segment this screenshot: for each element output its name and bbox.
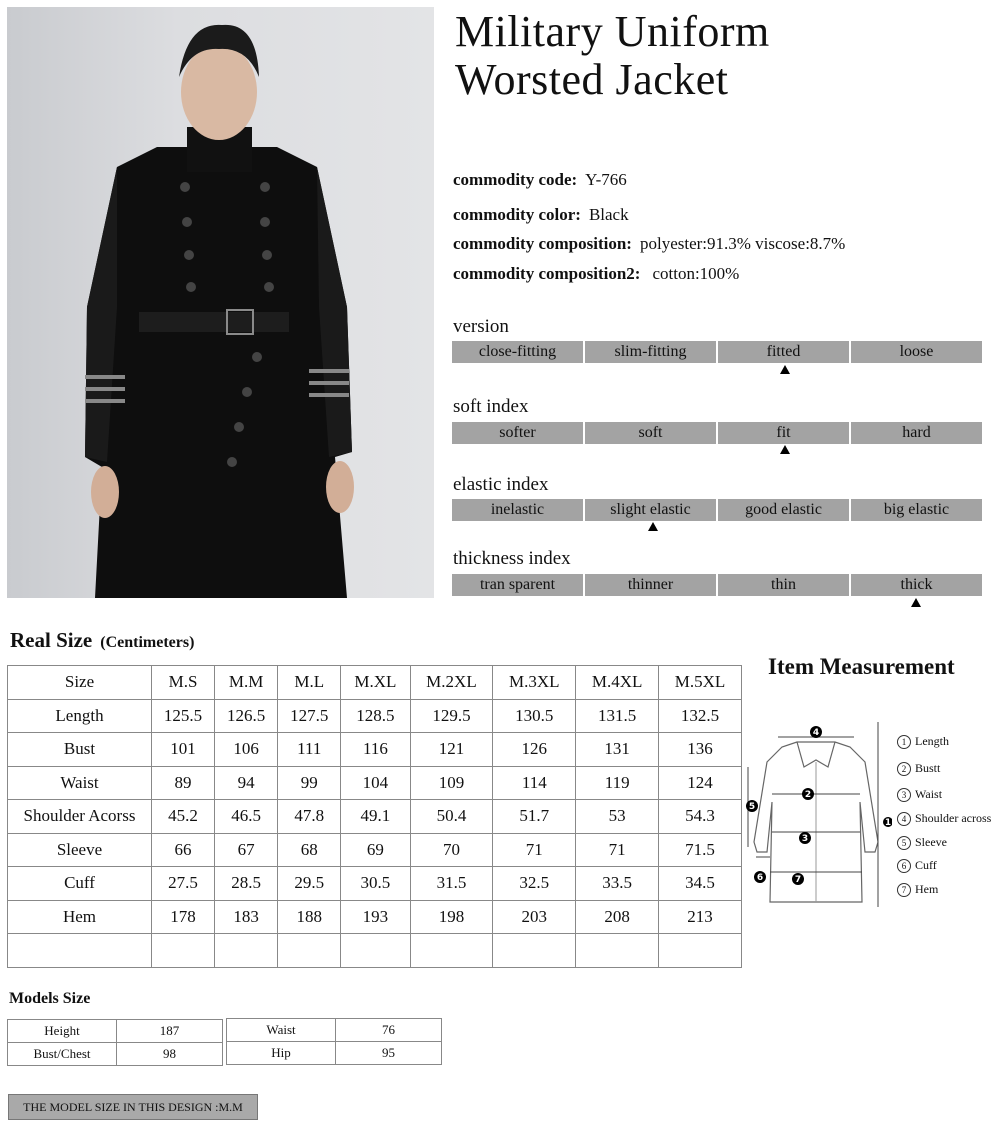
- table-cell: [215, 934, 278, 968]
- legend-label: Bustt: [915, 761, 941, 775]
- soft-index-selected-marker-icon: [780, 445, 790, 454]
- legend-item: [897, 858, 937, 873]
- version-option: slim-fitting: [585, 341, 716, 363]
- table-cell: 131: [576, 733, 659, 767]
- spec-row-composition2: [453, 264, 739, 284]
- model-measure-label: Bust/Chest: [8, 1043, 117, 1066]
- table-cell: 129.5: [410, 699, 493, 733]
- table-cell: 28.5: [215, 867, 278, 901]
- column-header: M.2XL: [410, 666, 493, 700]
- table-cell: 71: [576, 833, 659, 867]
- table-cell: 124: [659, 766, 742, 800]
- diagram-number: 6: [756, 873, 764, 883]
- table-cell: 68: [278, 833, 341, 867]
- table-cell: 54.3: [659, 800, 742, 834]
- version-selected-marker-icon: [780, 365, 790, 374]
- table-cell: 47.8: [278, 800, 341, 834]
- table-row: [8, 800, 742, 834]
- column-header: M.XL: [341, 666, 410, 700]
- table-cell: 178: [152, 900, 215, 934]
- table-cell: 51.7: [493, 800, 576, 834]
- table-cell: [152, 934, 215, 968]
- column-header: M.M: [215, 666, 278, 700]
- item-measurement-title: Item Measurement: [768, 654, 955, 679]
- version-option: close-fitting: [452, 341, 583, 363]
- spec-label: commodity color:: [453, 205, 581, 224]
- table-cell: 69: [341, 833, 410, 867]
- table-row: [8, 900, 742, 934]
- table-cell: 30.5: [341, 867, 410, 901]
- table-cell: 128.5: [341, 699, 410, 733]
- real-size-unit: (Centimeters): [100, 634, 195, 651]
- diagram-number: 4: [812, 728, 820, 738]
- elastic-index-bar: [452, 499, 982, 521]
- table-cell: 27.5: [152, 867, 215, 901]
- spec-value: Black: [588, 205, 629, 224]
- soft-index-label: soft index: [453, 396, 529, 417]
- table-row: [8, 867, 742, 901]
- table-cell: 71: [493, 833, 576, 867]
- version-option: loose: [851, 341, 982, 363]
- models-size-table-right: [226, 1018, 442, 1065]
- legend-label: Shoulder across: [915, 811, 992, 825]
- soft-index-bar: [452, 422, 982, 444]
- table-cell: 111: [278, 733, 341, 767]
- table-row: [8, 934, 742, 968]
- column-header: M.S: [152, 666, 215, 700]
- legend-number: 6: [897, 859, 911, 873]
- diagram-number: 3: [801, 834, 809, 844]
- soft-index-option: softer: [452, 422, 583, 444]
- table-cell: 45.2: [152, 800, 215, 834]
- diagram-number: 1: [884, 818, 892, 828]
- soft-index-option: hard: [851, 422, 982, 444]
- table-cell: 213: [659, 900, 742, 934]
- table-cell: 136: [659, 733, 742, 767]
- table-cell: 33.5: [576, 867, 659, 901]
- product-title-line1: Military Uniform: [455, 7, 770, 56]
- spec-label: commodity composition2:: [453, 264, 641, 283]
- spec-row-color: [453, 205, 629, 225]
- table-cell: 32.5: [493, 867, 576, 901]
- spec-value: cotton:100%: [652, 264, 740, 283]
- row-label: [8, 934, 152, 968]
- legend-number: 1: [897, 735, 911, 749]
- legend-number: 3: [897, 788, 911, 802]
- legend-label: Waist: [915, 787, 943, 801]
- real-size-table: [7, 665, 742, 968]
- thickness-index-option: thin: [718, 574, 849, 596]
- thickness-index-bar: [452, 574, 982, 596]
- table-cell: 101: [152, 733, 215, 767]
- legend-item: [897, 761, 940, 776]
- models-size-title: Models Size: [9, 990, 91, 1007]
- table-row: [8, 833, 742, 867]
- models-size-table-left: [7, 1019, 223, 1066]
- table-row: [8, 766, 742, 800]
- table-cell: 66: [152, 833, 215, 867]
- elastic-index-option: big elastic: [851, 499, 982, 521]
- soft-index-option: soft: [585, 422, 716, 444]
- table-row: [227, 1042, 442, 1065]
- legend-item: [897, 835, 947, 850]
- table-header-row: [8, 666, 742, 700]
- table-cell: 126: [493, 733, 576, 767]
- column-header: M.4XL: [576, 666, 659, 700]
- table-cell: [576, 934, 659, 968]
- table-row: [8, 699, 742, 733]
- legend-label: Length: [915, 734, 949, 748]
- spec-value: Y-766: [585, 170, 627, 189]
- thickness-index-selected-marker-icon: [911, 598, 921, 607]
- legend-item: [897, 882, 938, 897]
- column-header: Size: [8, 666, 152, 700]
- table-cell: 193: [341, 900, 410, 934]
- table-cell: 126.5: [215, 699, 278, 733]
- version-option: fitted: [718, 341, 849, 363]
- legend-number: 2: [897, 762, 911, 776]
- legend-number: 7: [897, 883, 911, 897]
- row-label: Length: [8, 699, 152, 733]
- spec-label: commodity code:: [453, 170, 578, 189]
- table-cell: [410, 934, 493, 968]
- table-cell: 49.1: [341, 800, 410, 834]
- table-row: [8, 1043, 223, 1066]
- legend-number: 4: [897, 812, 911, 826]
- column-header: M.5XL: [659, 666, 742, 700]
- table-cell: 114: [493, 766, 576, 800]
- table-cell: 104: [341, 766, 410, 800]
- diagram-number: 2: [804, 790, 812, 800]
- table-cell: 94: [215, 766, 278, 800]
- table-cell: 71.5: [659, 833, 742, 867]
- spec-value: polyester:91.3% viscose:8.7%: [639, 234, 846, 253]
- table-cell: 130.5: [493, 699, 576, 733]
- legend-item: [897, 734, 949, 749]
- legend-item: [897, 787, 942, 802]
- legend-number: 5: [897, 836, 911, 850]
- table-cell: 31.5: [410, 867, 493, 901]
- table-cell: 198: [410, 900, 493, 934]
- table-cell: 29.5: [278, 867, 341, 901]
- table-cell: 53: [576, 800, 659, 834]
- table-cell: 188: [278, 900, 341, 934]
- table-cell: 208: [576, 900, 659, 934]
- row-label: Hem: [8, 900, 152, 934]
- model-measure-value: 95: [336, 1042, 442, 1065]
- thickness-index-label: thickness index: [453, 548, 571, 569]
- diagram-number: 7: [794, 875, 802, 885]
- real-size-heading: [10, 628, 194, 653]
- spec-label: commodity composition:: [453, 234, 632, 253]
- table-cell: [341, 934, 410, 968]
- table-row: [8, 1020, 223, 1043]
- table-row: [227, 1019, 442, 1042]
- elastic-index-selected-marker-icon: [648, 522, 658, 531]
- legend-label: Hem: [915, 882, 939, 896]
- table-cell: 116: [341, 733, 410, 767]
- thickness-index-option: tran sparent: [452, 574, 583, 596]
- legend-item: [897, 811, 991, 826]
- coat-measurement-diagram: [742, 722, 892, 927]
- table-cell: [278, 934, 341, 968]
- table-cell: 109: [410, 766, 493, 800]
- table-cell: 183: [215, 900, 278, 934]
- table-row: [8, 733, 742, 767]
- table-cell: 125.5: [152, 699, 215, 733]
- model-design-note: THE MODEL SIZE IN THIS DESIGN :M.M: [8, 1094, 258, 1120]
- model-measure-label: Height: [8, 1020, 117, 1043]
- real-size-title: Real Size: [10, 628, 93, 652]
- product-photo: [7, 7, 434, 598]
- table-cell: 89: [152, 766, 215, 800]
- elastic-index-option: inelastic: [452, 499, 583, 521]
- table-cell: 34.5: [659, 867, 742, 901]
- table-cell: 121: [410, 733, 493, 767]
- row-label: Cuff: [8, 867, 152, 901]
- spec-row-composition: [453, 234, 845, 254]
- table-cell: 203: [493, 900, 576, 934]
- table-cell: [493, 934, 576, 968]
- table-cell: 119: [576, 766, 659, 800]
- row-label: Sleeve: [8, 833, 152, 867]
- table-cell: [659, 934, 742, 968]
- model-measure-label: Waist: [227, 1019, 336, 1042]
- elastic-index-option: slight elastic: [585, 499, 716, 521]
- version-label: version: [453, 316, 509, 337]
- table-cell: 127.5: [278, 699, 341, 733]
- elastic-index-option: good elastic: [718, 499, 849, 521]
- legend-label: Sleeve: [915, 835, 947, 849]
- table-cell: 106: [215, 733, 278, 767]
- row-label: Shoulder Acorss: [8, 800, 152, 834]
- diagram-number: 5: [748, 802, 756, 812]
- elastic-index-label: elastic index: [453, 474, 549, 495]
- column-header: M.L: [278, 666, 341, 700]
- model-measure-label: Hip: [227, 1042, 336, 1065]
- row-label: Bust: [8, 733, 152, 767]
- thickness-index-option: thick: [851, 574, 982, 596]
- version-bar: [452, 341, 982, 363]
- table-cell: 46.5: [215, 800, 278, 834]
- model-measure-value: 98: [117, 1043, 223, 1066]
- legend-label: Cuff: [915, 858, 937, 872]
- thickness-index-option: thinner: [585, 574, 716, 596]
- table-cell: 99: [278, 766, 341, 800]
- table-cell: 131.5: [576, 699, 659, 733]
- soft-index-option: fit: [718, 422, 849, 444]
- table-cell: 70: [410, 833, 493, 867]
- product-title-line2: Worsted Jacket: [455, 55, 729, 104]
- model-measure-value: 187: [117, 1020, 223, 1043]
- table-cell: 50.4: [410, 800, 493, 834]
- table-cell: 132.5: [659, 699, 742, 733]
- row-label: Waist: [8, 766, 152, 800]
- table-cell: 67: [215, 833, 278, 867]
- column-header: M.3XL: [493, 666, 576, 700]
- model-measure-value: 76: [336, 1019, 442, 1042]
- spec-row-code: [453, 170, 627, 190]
